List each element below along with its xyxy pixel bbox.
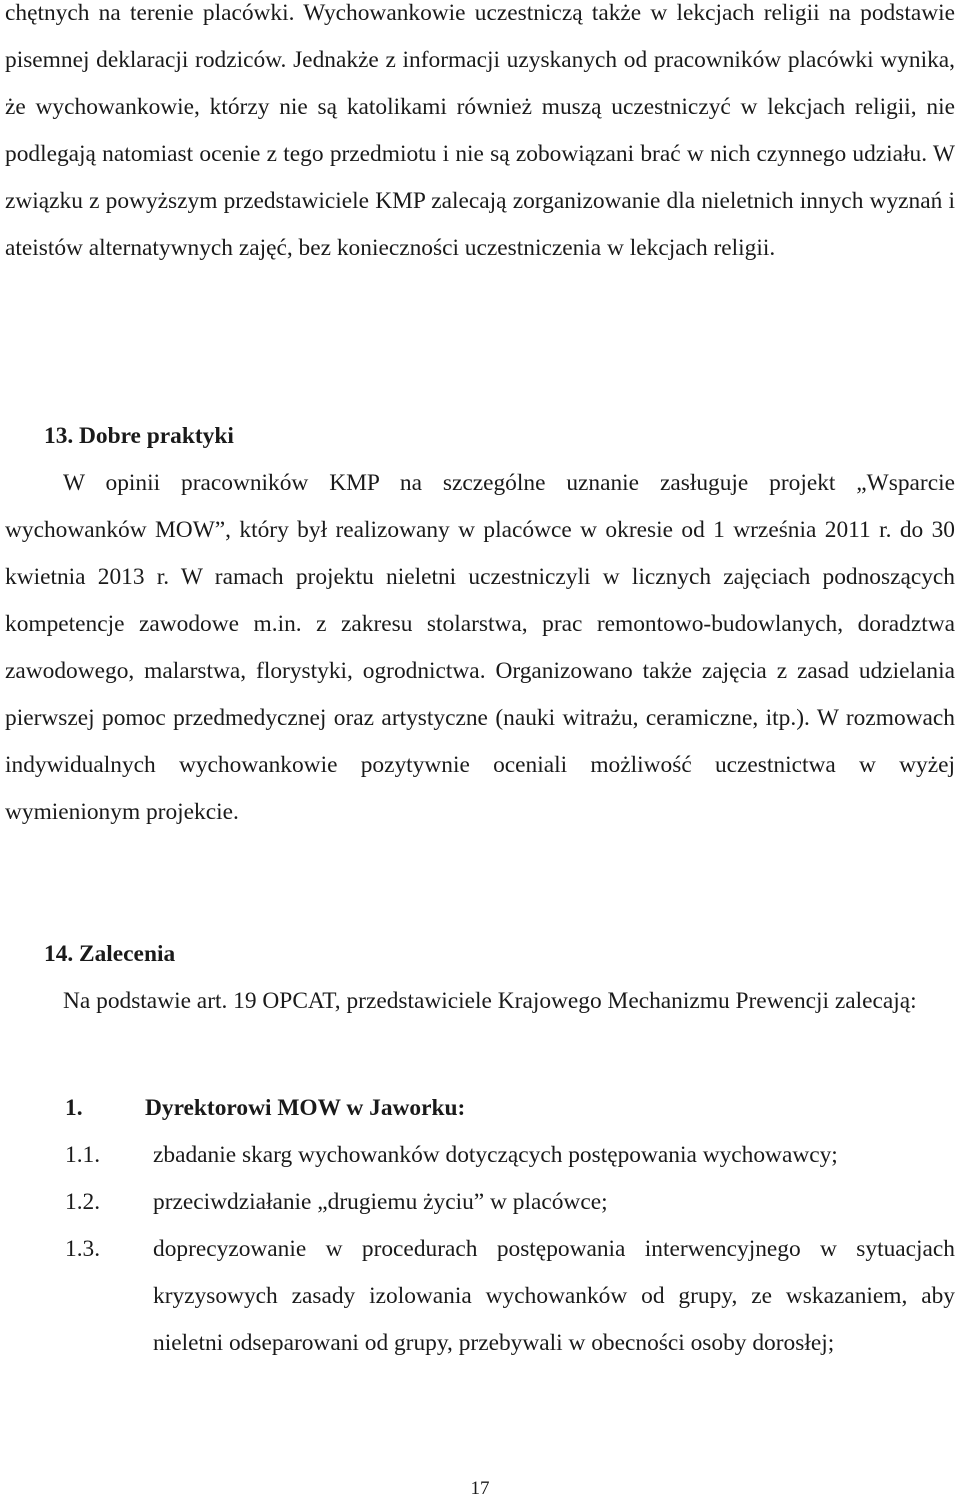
section-13-paragraph: W opinii pracowników KMP na szczególne uznanie zasługuje projekt „Wsparcie wychowanków MOW”, który był realizowany w placówce w okresie od 1 września 2011 r. do 30 kwietnia 2013 r. W ramach projektu nieletni uczestniczyli w licznych zajęciach podnoszących kompetencje zawodowe m.in. z zakresu stolarstwa, prac remontowo-budowlanych, doradztwa zawodowego, malarstwa, florystyki, ogrodnictwa. Organizowano także zajęcia z zasad udzielania pierwszej pomoc przedmedycznej oraz artystyczne (nauki witrażu, ceramiczne, itp.). W rozmowach indywidualnych wychowankowie pozytywnie oceniali możliwość uczestnictwa w wyżej wymienionym projekcie. xyxy=(5,470,955,825)
list-item-text: doprecyzowanie w procedurach postępowania interwencyjnego w sytuacjach kryzysowych zasady izolowania wychowanków od grupy, ze wskazaniem, aby nieletni odseparowani od grupy, przebywali w obecności osoby dorosłej; xyxy=(153,1236,955,1356)
page-number: 17 xyxy=(470,1478,490,1499)
section-14-title: Zalecenia xyxy=(79,941,176,967)
section-13-number: 13. xyxy=(44,423,74,449)
section-14-heading xyxy=(44,931,175,978)
list-title: Dyrektorowi MOW w Jaworku: xyxy=(145,1095,466,1121)
list-item-number: 1.1. xyxy=(65,1142,101,1168)
section-13-title: Dobre praktyki xyxy=(79,423,234,449)
recommendation-list-heading xyxy=(65,1085,465,1132)
list-item-number: 1.2. xyxy=(65,1189,101,1215)
list-item-text: przeciwdziałanie „drugiemu życiu” w placówce; xyxy=(153,1189,608,1215)
list-item-number: 1.3. xyxy=(65,1236,101,1262)
list-number: 1. xyxy=(65,1095,83,1121)
section-13-heading xyxy=(44,413,234,460)
list-item-text: zbadanie skarg wychowanków dotyczących postępowania wychowawcy; xyxy=(153,1142,838,1168)
paragraph-religion: chętnych na terenie placówki. Wychowankowie uczestniczą także w lekcjach religii na podstawie pisemnej deklaracji rodziców. Jednakże z informacji uzyskanych od pracowników placówki wynika, że wychowankowie, którzy nie są katolikami również muszą uczestniczyć w lekcjach religii, nie podlegają natomiast ocenie z tego przedmiotu i nie są zobowiązani brać w nich czynnego udziału. W związku z powyższym przedstawiciele KMP zalecają zorganizowanie dla nieletnich innych wyznań i ateistów alternatywnych zajęć, bez konieczności uczestniczenia w lekcjach religii. xyxy=(5,0,955,261)
section-14-number: 14. xyxy=(44,941,74,967)
section-14-paragraph: Na podstawie art. 19 OPCAT, przedstawiciele Krajowego Mechanizmu Prewencji zalecają: xyxy=(63,988,917,1014)
